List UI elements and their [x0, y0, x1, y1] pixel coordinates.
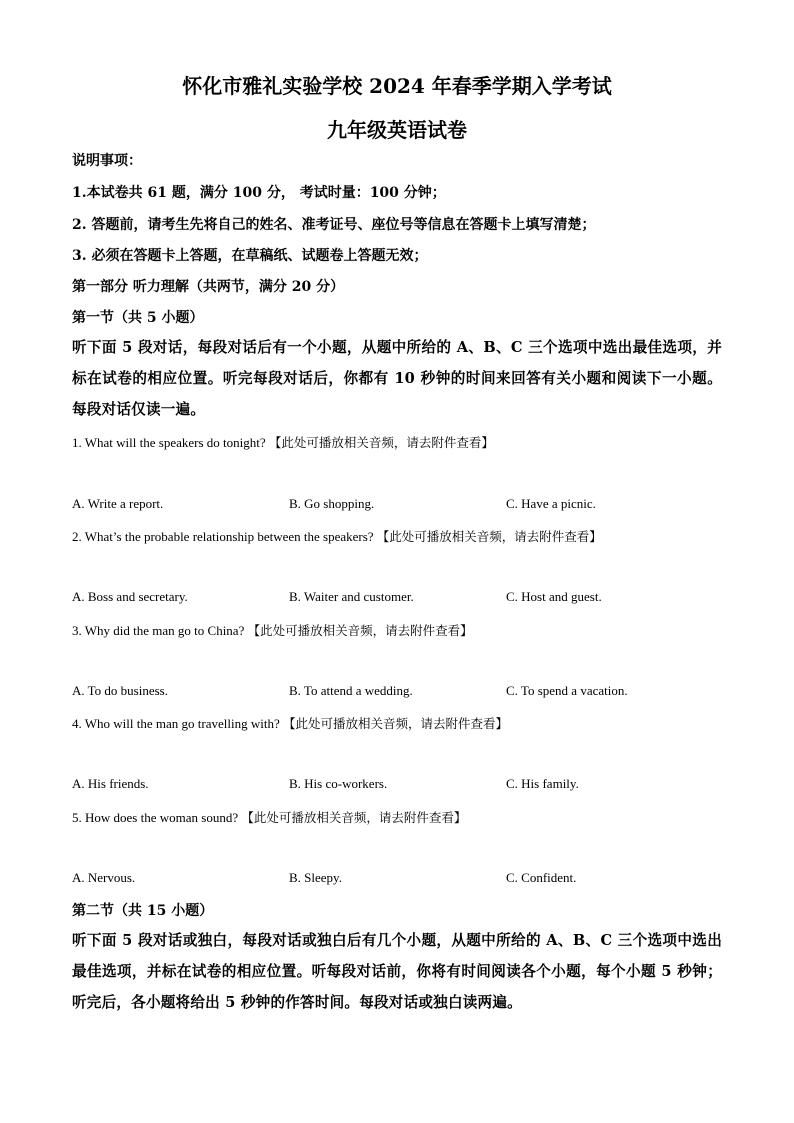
instruction-item-1: 1.本试卷共 61 题，满分 100 分， 考试时量：100 分钟；	[72, 185, 446, 201]
question-1	[72, 433, 494, 451]
audio-note: 【此处可播放相关音频，请去附件查看】	[268, 435, 494, 450]
question-stem: 2. What’s the probable relationship between the speakers?	[72, 529, 374, 544]
instruction-item-3: 3. 必须在答题卡上答题，在草稿纸、试题卷上答题无效；	[72, 248, 428, 264]
question-5	[72, 808, 466, 826]
exam-subtitle: 九年级英语试卷	[327, 118, 467, 142]
q2-option-b: B. Waiter and customer.	[289, 589, 414, 604]
audio-note: 【此处可播放相关音频，请去附件查看】	[376, 529, 602, 544]
question-stem: 4. Who will the man go travelling with?	[72, 716, 280, 731]
q3-option-b: B. To attend a wedding.	[289, 683, 413, 698]
part1-heading: 第一部分 听力理解（共两节，满分 20 分）	[72, 279, 345, 295]
section2-heading: 第二节（共 15 小题）	[72, 903, 214, 919]
q5-option-b: B. Sleepy.	[289, 870, 342, 885]
q4-option-a: A. His friends.	[72, 776, 149, 791]
audio-note: 【此处可播放相关音频，请去附件查看】	[282, 716, 508, 731]
section1-heading: 第一节（共 5 小题）	[72, 310, 204, 326]
q4-option-b: B. His co-workers.	[289, 776, 388, 791]
instructions-heading: 说明事项：	[72, 153, 142, 169]
q3-option-c: C. To spend a vacation.	[506, 683, 628, 698]
q5-option-a: A. Nervous.	[72, 870, 136, 885]
question-stem: 3. Why did the man go to China?	[72, 623, 245, 638]
question-3	[72, 621, 473, 639]
exam-title: 怀化市雅礼实验学校 2024 年春季学期入学考试	[182, 74, 612, 98]
q2-option-c: C. Host and guest.	[506, 589, 602, 604]
audio-note: 【此处可播放相关音频，请去附件查看】	[247, 623, 473, 638]
question-2	[72, 527, 602, 545]
question-stem: 1. What will the speakers do tonight?	[72, 435, 266, 450]
q2-option-a: A. Boss and secretary.	[72, 589, 188, 604]
instruction-item-2: 2. 答题前，请考生先将自己的姓名、准考证号、座位号等信息在答题卡上填写清楚；	[72, 217, 596, 233]
audio-note: 【此处可播放相关音频，请去附件查看】	[241, 810, 467, 825]
q4-option-c: C. His family.	[506, 776, 579, 791]
section1-directions: 听下面 5 段对话，每段对话后有一个小题，从题中所给的 A、B、C 三个选项中选出最佳选项，并标在试卷的相应位置。听完每段对话后，你都有 10 秒钟的时间来回答有关小题和阅读下一小题。每段对话仅读一遍。	[72, 339, 722, 418]
q5-option-c: C. Confident.	[506, 870, 577, 885]
q1-option-a: A. Write a report.	[72, 496, 164, 511]
q1-option-c: C. Have a picnic.	[506, 496, 596, 511]
q3-option-a: A. To do business.	[72, 683, 168, 698]
question-4	[72, 714, 508, 732]
question-stem: 5. How does the woman sound?	[72, 810, 239, 825]
q1-option-b: B. Go shopping.	[289, 496, 375, 511]
section2-directions: 听下面 5 段对话或独白，每段对话或独白后有几个小题，从题中所给的 A、B、C 三个选项中选出最佳选项，并标在试卷的相应位置。听每段对话前，你将有时间阅读各个小题，每个小题 5 秒钟；听完后，各小题将给出 5 秒钟的作答时间。每段对话或独白读两遍。	[72, 932, 722, 1011]
